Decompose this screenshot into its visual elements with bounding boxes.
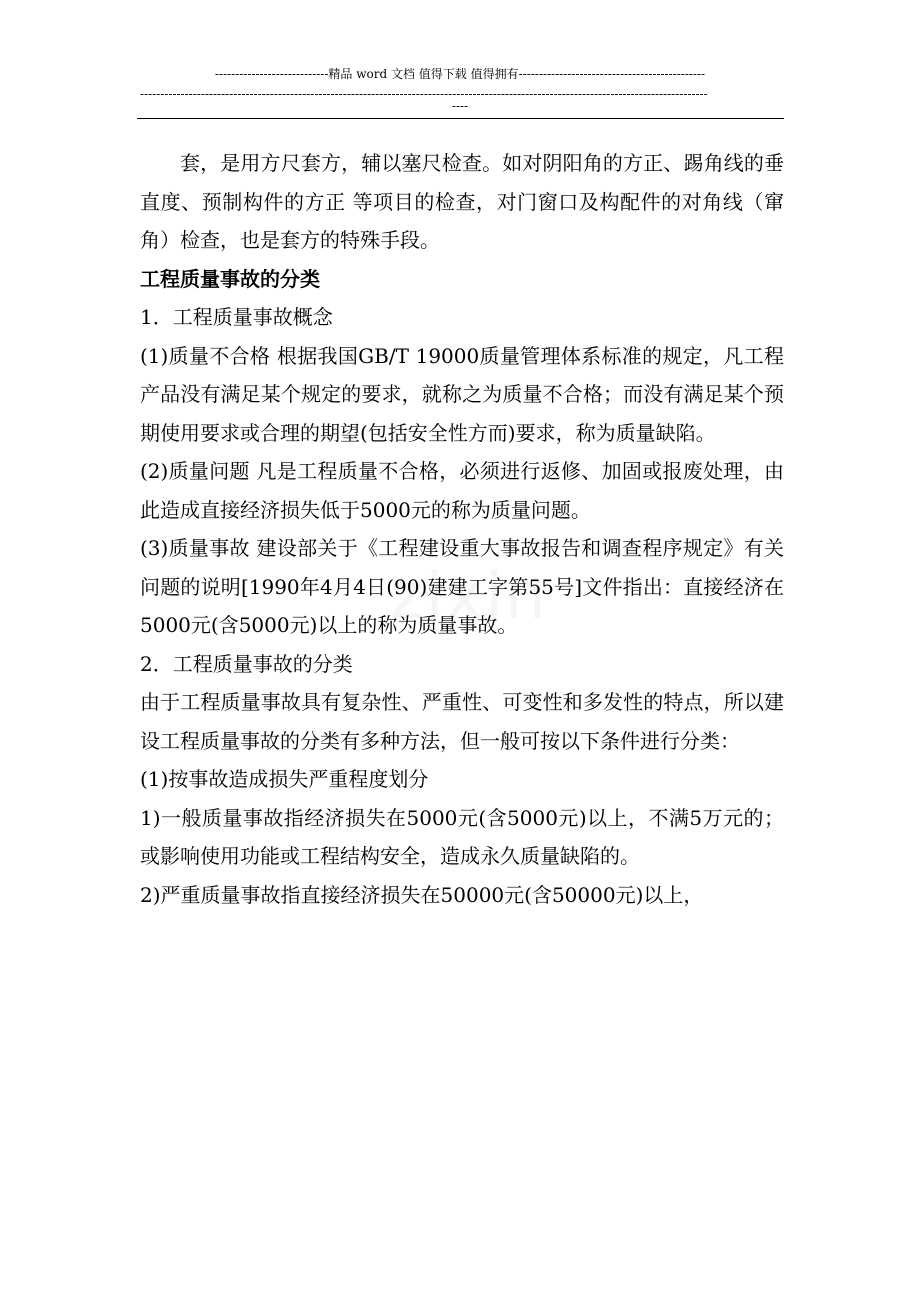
paragraph-quality-problem: (2)质量问题 凡是工程质量不合格，必须进行返修、加固或报废处理，由此造成直接经济损失低于5000元的称为质量问题。 bbox=[140, 459, 784, 522]
list-heading-severity: (1)按事故造成损失严重程度划分 bbox=[140, 767, 429, 791]
subsection-heading-concept: 1．工程质量事故概念 bbox=[140, 305, 333, 329]
paragraph-classification-intro: 由于工程质量事故具有复杂性、严重性、可变性和多发性的特点，所以建设工程质量事故的分类有多种方法，但一般可按以下条件进行分类： bbox=[140, 690, 784, 753]
header-banner: ----------------------------精品 word 文档 值得下载 值得拥有---------------------------------------------- bbox=[214, 67, 706, 81]
header-dash-tail: ---- bbox=[451, 99, 469, 113]
paragraph-quality-accident: (3)质量事故 建设部关于《工程建设重大事故报告和调查程序规定》有关问题的说明[1990年4月4日(90)建建工字第55号]文件指出：直接经济在5000元(含5000元)以上的称为质量事故。 bbox=[140, 536, 784, 637]
section-heading: 工程质量事故的分类 bbox=[140, 266, 320, 291]
paragraph-nonconformity: (1)质量不合格 根据我国GB/T 19000质量管理体系标准的规定，凡工程产品没有满足某个规定的要求，就称之为质量不合格；而没有满足某个预期使用要求或合理的期望(包括安全性方而)要求，称为质量缺陷。 bbox=[140, 343, 784, 445]
list-item-general-accident: 1)一般质量事故指经济损失在5000元(含5000元)以上，不满5万元的；或影响使用功能或工程结构安全，造成永久质量缺陷的。 bbox=[140, 805, 784, 868]
list-item-serious-accident: 2)严重质量事故指直接经济损失在50000元(含50000元)以上， bbox=[140, 882, 704, 907]
paragraph-intro: 套，是用方尺套方，辅以塞尺检查。如对阴阳角的方正、踢角线的垂直度、预制构件的方正 等项目的检查，对门窗口及构配件的对角线（窜角）检查，也是套方的特殊手段。 bbox=[140, 151, 784, 252]
header-dash-line: -------------------------------------------------------------------------------------------------------------------------------------------- bbox=[140, 87, 708, 101]
header-rule bbox=[137, 118, 784, 119]
subsection-heading-classification: 2．工程质量事故的分类 bbox=[140, 651, 353, 676]
document-body bbox=[140, 144, 784, 914]
